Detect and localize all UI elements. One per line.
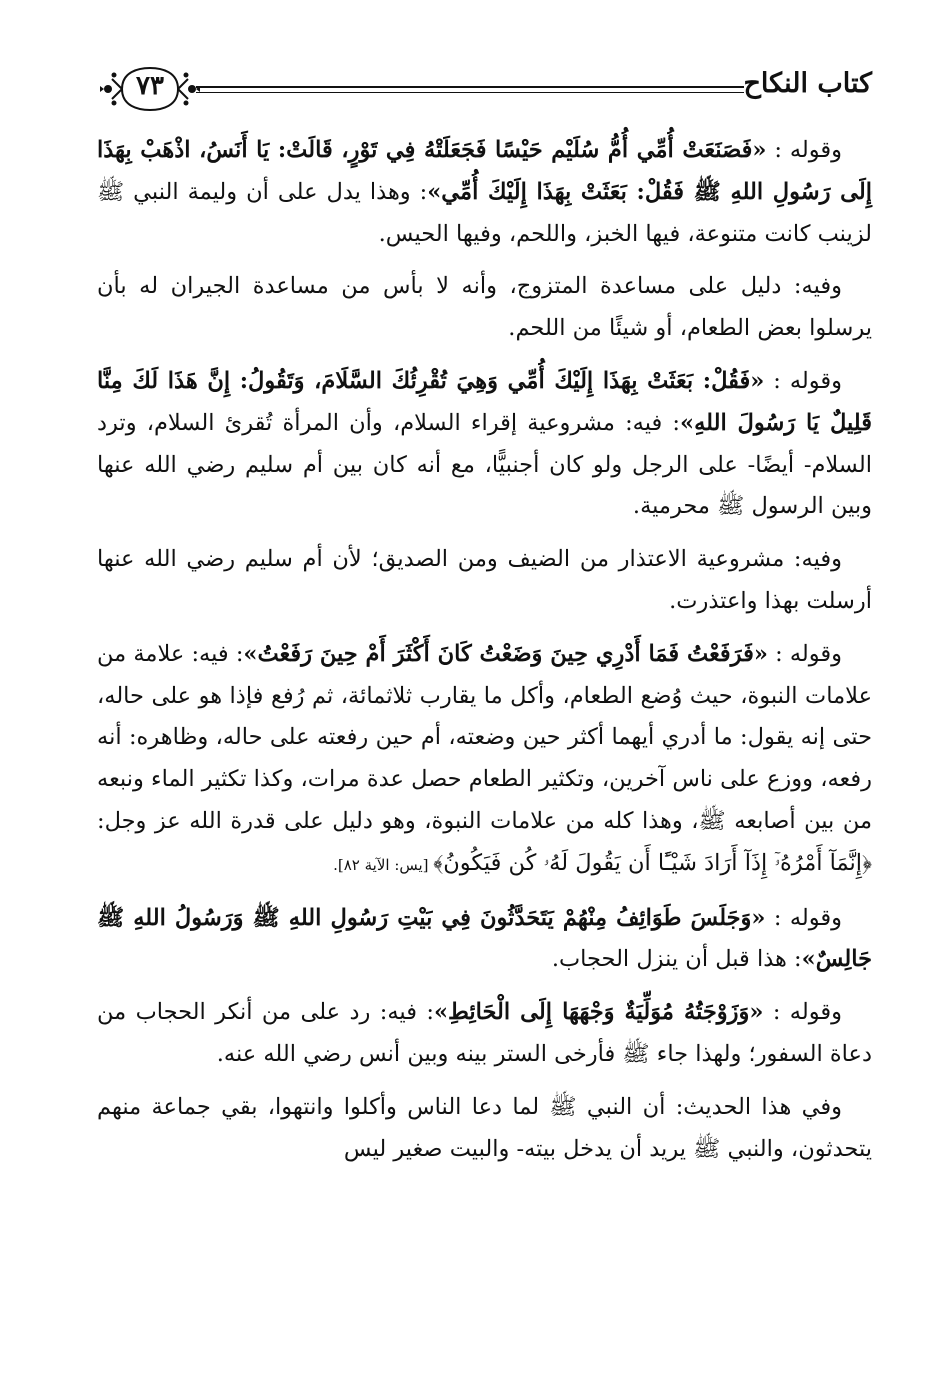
header-rule [196,86,744,88]
paragraph-lead: وقوله : [767,640,842,667]
page-number: ٧٣ [136,71,164,101]
paragraph-lead: وقوله : [764,367,842,394]
paragraph [97,539,872,623]
page-header [100,62,872,122]
hadith-quote: «فَقُلْ: بَعَثَتْ بِهَذَا إِلَيْكَ أُمِّي وَهِيَ تُقْرِئُكَ السَّلَامَ، وَتَقُولُ: إِنَّ هَذَا لَكَ مِنَّا قَلِيلٌ يَا رَسُولَ اللهِ» [97,367,873,436]
paragraph [97,1087,872,1171]
paragraph [97,130,872,255]
commentary-text: : وهذا يدل على أن وليمة النبي ﷺ لزينب كانت متنوعة، فيها الخبز، واللحم، وفيها الحيس. [97,178,872,247]
paragraph-lead: وقوله : [765,904,842,931]
commentary-text: : فيه: علامة من علامات النبوة، حيث وُضع الطعام، وأكل ما يقارب ثلاثمائة، ثم رُفع فإذا هو على حاله، حتى إنه يقول: ما أدري أيهما أكثر حين وضعته، أم حين رفعته على حاله، وظاهره: أنه رفعه، ووزع على ناس آخرين، وتكثير الطعام حصل عدة مرات، وكذا تكثير الماء ونبعه من بين أصابعه ﷺ، وهذا كله من علامات النبوة، وهو دليل على قدرة الله عز وجل: ﴿إِنَّمَآ أَمْرُهُۥٓ إِذَآ أَرَادَ شَيْـًٔا أَن يَقُولَ لَهُۥ كُن فَيَكُونُ﴾ [97,640,872,876]
commentary-text: وفي هذا الحديث: أن النبي ﷺ لما دعا الناس وأكلوا وانتهوا، بقي جماعة منهم يتحدثون، والنبي ﷺ يريد أن يدخل بيته- والبيت صغير ليس [97,1093,872,1162]
hadith-quote: «وَزَوْجَتُهُ مُوَلِّيَةٌ وَجْهَهَا إِلَى الْحَائِطِ» [433,999,764,1026]
paragraph-lead: وقوله : [766,137,842,163]
paragraph [97,266,872,350]
book-title: كتاب النكاح [743,68,872,99]
verse-citation: [يس: الآية ٨٢]. [333,855,434,874]
commentary-text: : هذا قبل أن ينزل الحجاب. [551,946,802,973]
paragraph-lead: وقوله : [763,999,842,1026]
header-rule-thin [196,92,744,93]
hadith-quote: «فَصَنَعَتْ أُمِّي أُمُّ سُلَيْم حَيْسًا فَجَعَلَتْهُ فِي تَوْرٍ، قَالَتْ: يَا أَنَسُ، اذْهَبْ بِهَذَا إِلَى رَسُولِ اللهِ ﷺ فَقُلْ: بَعَثَتْ بِهَذَا إِلَيْكَ أُمِّي» [97,137,872,205]
paragraph [97,361,872,528]
page-body [97,130,872,1315]
hadith-quote: «فَرَفَعْتُ فَمَا أَدْرِي حِينَ وَضَعْتُ كَانَ أَكْثَرَ أَمْ حِينَ رَفَعْتُ» [243,640,768,667]
commentary-text: : فيه: مشروعية إقراء السلام، وأن المرأة تُقرئ السلام، وترد السلام- أيضًا- على الرجل ولو كان أجنبيًّا، مع أنه كان بين أم سليم رضي الله عنها وبين الرسول ﷺ محرمية. [97,409,872,520]
commentary-text: : فيه: رد على من أنكر الحجاب من دعاة السفور؛ ولهذا جاء ﷺ فأرخى الستر بينه وبين أنس رضي الله عنه. [97,999,872,1067]
hadith-quote: «وَجَلَسَ طَوَائِفُ مِنْهُمْ يَتَحَدَّثُونَ فِي بَيْتِ رَسُولِ اللهِ ﷺ وَرَسُولُ اللهِ ﷺ جَالِسٌ» [97,904,872,973]
commentary-text: وفيه: دليل على مساعدة المتزوج، وأنه لا بأس من مساعدة الجيران له بأن يرسلوا بعض الطعام، أو شيئًا من اللحم. [97,273,872,342]
paragraph [97,992,872,1076]
paragraph [97,898,872,982]
paragraph [97,634,872,887]
commentary-text: وفيه: مشروعية الاعتذار من الضيف ومن الصديق؛ لأن أم سليم رضي الله عنها أرسلت بهذا واعتذرت. [97,546,872,614]
